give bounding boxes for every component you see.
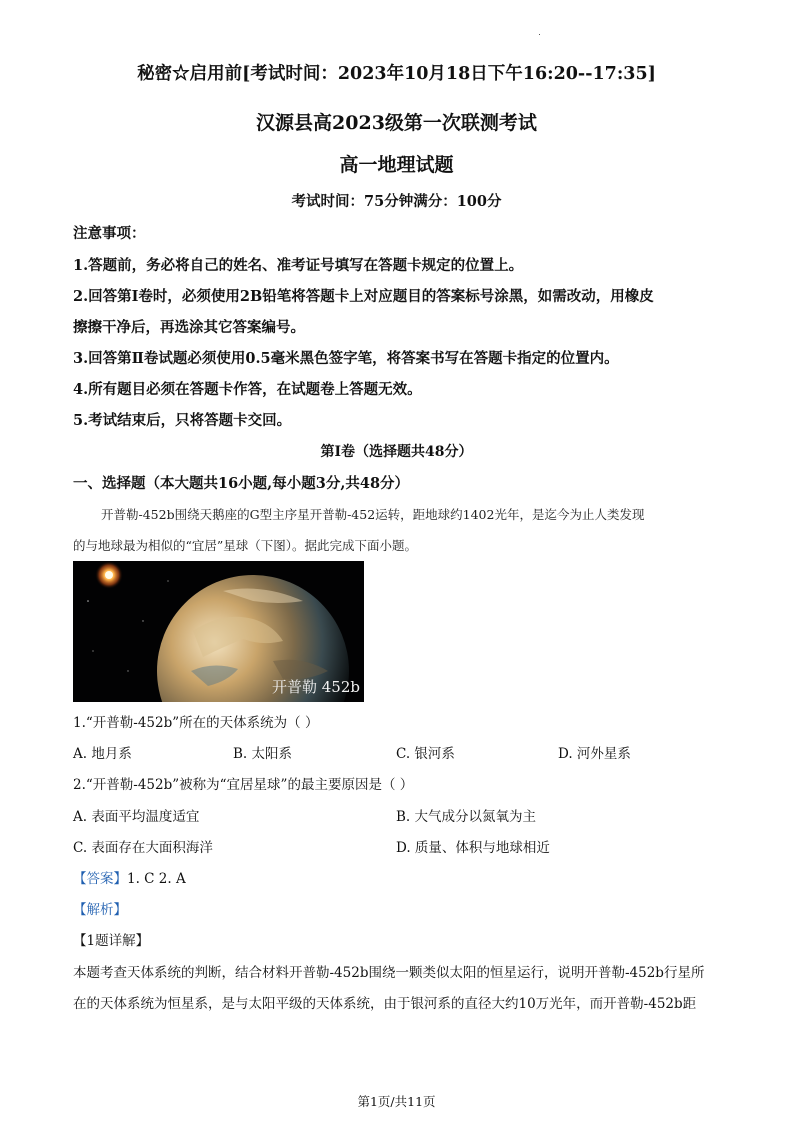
part-title: 一、选择题（本大题共16小题,每小题3分,共48分）	[73, 475, 410, 492]
option: C. 银河系	[396, 746, 455, 762]
material-text: 开普勒-452b围绕天鹅座的G型主序星开普勒-452运转，距地球约1402光年，是迄今为止人类发现	[101, 507, 645, 522]
answer-line	[73, 867, 186, 887]
answer-label: 【答案】	[73, 871, 127, 887]
note-item: 4.所有题目必须在答题卡作答，在试题卷上答题无效。	[73, 381, 422, 398]
material-text: 的与地球最为相似的“宜居”星球（下图）。据此完成下面小题。	[73, 538, 418, 553]
analysis-text: 在的天体系统为恒星系，是与太阳平级的天体系统，由于银河系的直径大约10万光年，而开普勒-452b距	[73, 996, 697, 1012]
planet-image	[73, 561, 364, 702]
notes-title: 注意事项：	[73, 225, 146, 242]
exam-name: 汉源县高2023级第一次联测考试	[256, 112, 537, 134]
note-item: 2.回答第Ⅰ卷时，必须使用2B铅笔将答题卡上对应题目的答案标号涂黑，如需改动，用橡皮	[73, 288, 654, 305]
option: D. 河外星系	[558, 746, 631, 762]
confidential-line: 秘密☆启用前[考试时间：2023年10月18日下午16:20--17:35]	[137, 64, 656, 84]
question-stem: 2.“开普勒-452b”被称为“宜居星球”的最主要原因是（ ）	[73, 777, 414, 793]
image-caption: 开普勒 452b	[271, 678, 360, 696]
page-number: 第1页/共11页	[357, 1094, 436, 1109]
section-title: 第Ⅰ卷（选择题共48分）	[320, 444, 473, 460]
analysis-text: 本题考查天体系统的判断，结合材料开普勒-452b围绕一颗类似太阳的恒星运行，说明开普勒-452b行星所	[73, 965, 705, 981]
speck	[539, 34, 540, 35]
note-item: 5.考试结束后，只将答题卡交回。	[73, 412, 292, 429]
option: A. 地月系	[73, 746, 132, 762]
option: D. 质量、体积与地球相近	[396, 840, 550, 856]
answer-value: 1. C 2. A	[127, 871, 186, 887]
note-item: 擦擦干净后，再选涂其它答案编号。	[73, 319, 305, 336]
option: B. 大气成分以氮氧为主	[396, 809, 537, 825]
time-score: 考试时间：75分钟满分：100分	[291, 193, 502, 210]
analysis-label: 【解析】	[73, 902, 127, 918]
option: B. 太阳系	[233, 746, 293, 762]
option: C. 表面存在大面积海洋	[73, 840, 213, 856]
detail-label: 【1题详解】	[73, 933, 150, 949]
note-item: 3.回答第Ⅱ卷试题必须使用0.5毫米黑色签字笔，将答案书写在答题卡指定的位置内。	[73, 350, 619, 367]
note-item: 1.答题前，务必将自己的姓名、准考证号填写在答题卡规定的位置上。	[73, 257, 524, 274]
question-stem: 1.“开普勒-452b”所在的天体系统为（ ）	[73, 715, 319, 731]
subject-title: 高一地理试题	[339, 154, 454, 176]
option: A. 表面平均温度适宜	[73, 809, 200, 825]
